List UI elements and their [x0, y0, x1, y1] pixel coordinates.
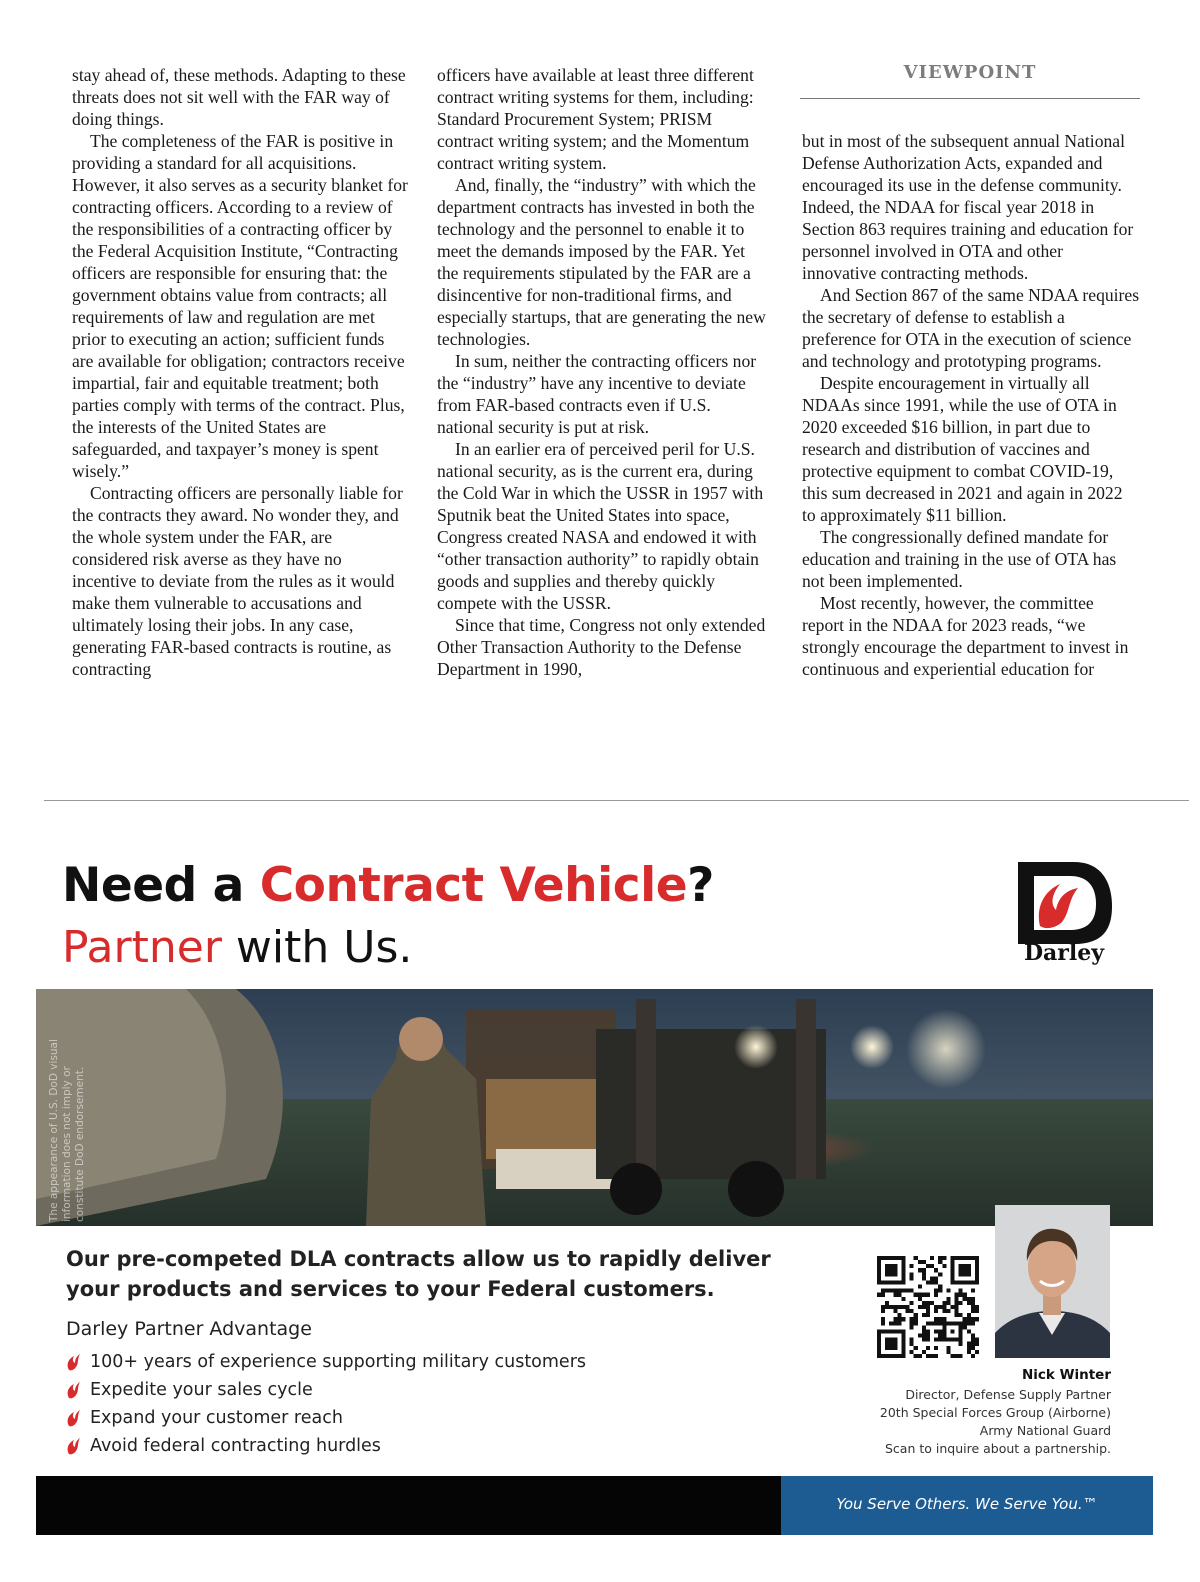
paragraph: And, finally, the “industry” with which the department contracts has invested in both the technology and the personnel to enable it to meet the demands imposed by the FAR. Yet the requirements stipulated by the FAR are a disincentive for non-traditional firms, and especially startups, that are generating the new technologies. — [437, 175, 766, 349]
disclaimer-line: constitute DoD endorsement. — [74, 1066, 86, 1222]
paragraph: The congressionally defined mandate for education and training in the use of OTA has not been implemented. — [802, 527, 1117, 591]
headline-text: ? — [687, 858, 714, 913]
list-item — [66, 1376, 586, 1404]
qr-code-icon[interactable] — [877, 1256, 979, 1358]
photo-disclaimer — [48, 1012, 86, 1222]
darley-wordmark: Darley — [1023, 940, 1105, 966]
page-divider — [44, 800, 1189, 801]
contact-name: Nick Winter — [1021, 1367, 1111, 1383]
advantage-text: Expand your customer reach — [90, 1408, 343, 1428]
advantage-text: Avoid federal contracting hurdles — [90, 1436, 381, 1456]
flame-bullet-icon — [66, 1381, 80, 1399]
paragraph: In an earlier era of perceived peril for U.S. national security, as is the current era, during the Cold War in which the USSR in 1957 with Sputnik beat the United States into space, Congress created NASA and endowed it with “other transaction authority” to rapidly obtain goods and supplies and thereby quickly compete with the USSR. — [437, 439, 764, 613]
article-column-3 — [802, 130, 1140, 680]
footer-slogan: You Serve Others. We Serve You.™ — [836, 1495, 1098, 1513]
ad-tagline — [66, 1244, 786, 1304]
section-divider — [800, 98, 1140, 99]
ad-subhead — [62, 922, 412, 973]
paragraph: In sum, neither the contracting officers nor the “industry” have any incentive to deviate from FAR-based contracts even if U.S. national security is put at risk. — [437, 351, 757, 437]
contact-card — [820, 1366, 1111, 1458]
article-column-1 — [72, 64, 410, 680]
paragraph: but in most of the subsequent annual National Defense Authorization Acts, expanded and encouraged its use in the defense community. Indeed, the NDAA for fiscal year 2018 in Section 863 requires training and education for personnel involved in OTA and other innovative contracting methods. — [802, 131, 1134, 283]
paragraph: Most recently, however, the committee report in the NDAA for 2023 reads, “we strongly encourage the department to invest in continuous and experiential education for — [802, 593, 1129, 679]
list-item — [66, 1348, 586, 1376]
disclaimer-line: The appearance of U.S. DoD visual — [48, 1039, 60, 1222]
forklift-photo-illustration — [36, 989, 1153, 1226]
paragraph: Since that time, Congress not only extended Other Transaction Authority to the Defense Department in 1990, — [437, 615, 766, 679]
disclaimer-line: information does not imply or — [61, 1066, 73, 1222]
list-item — [66, 1432, 586, 1460]
advantage-title: Darley Partner Advantage — [66, 1318, 312, 1340]
paragraph: officers have available at least three different contract writing systems for them, including: Standard Procurement System; PRISM contract writing system; and the Momentum contract writing system. — [437, 65, 754, 173]
section-label: VIEWPOINT — [903, 62, 1037, 83]
hero-photo — [36, 989, 1153, 1226]
flame-bullet-icon — [66, 1437, 80, 1455]
person-portrait-illustration — [995, 1205, 1110, 1358]
footer-slogan-bar — [781, 1476, 1153, 1535]
contact-branch: Army National Guard — [979, 1423, 1111, 1438]
headline-text: Need a — [62, 858, 260, 913]
ad-headline — [62, 858, 714, 913]
list-item — [66, 1404, 586, 1432]
contact-cta: Scan to inquire about a partnership. — [884, 1441, 1111, 1456]
headline-highlight: Contract Vehicle — [259, 858, 688, 913]
flame-bullet-icon — [66, 1409, 80, 1427]
advantage-text: 100+ years of experience supporting military customers — [90, 1352, 587, 1372]
paragraph: Despite encouragement in virtually all NDAAs since 1991, while the use of OTA in 2020 exceeded $16 billion, in part due to research and distribution of vaccines and protective equipment to combat COVID-19, this sum decreased in 2021 and again in 2022 to approximately $11 billion. — [802, 373, 1123, 525]
photo-disclaimer-text — [48, 1039, 87, 1222]
contact-title: Director, Defense Supply Partner — [905, 1387, 1111, 1402]
paragraph: Contracting officers are personally liable for the contracts they award. No wonder they, and the whole system under the FAR, are considered risk averse as they have no incentive to deviate from the rules as it would make them vulnerable to accusations and ultimately losing their jobs. In any case, generating FAR-based contracts is routine, as contracting — [72, 483, 403, 679]
tagline-line: Our pre-competed DLA contracts allow us to rapidly deliver — [66, 1247, 771, 1271]
subhead-text: with Us. — [221, 922, 413, 973]
paragraph: stay ahead of, these methods. Adapting to these threats does not sit well with the FAR way of doing things. — [72, 65, 406, 129]
paragraph: The completeness of the FAR is positive in providing a standard for all acquisitions. However, it also serves as a security blanket for contracting officers. According to a review of the responsibilities of a contracting officer by the Federal Acquisition Institute, “Contracting officers are responsible for ensuring that: the government obtains value from contracts; all requirements of law and regulation are met prior to executing an action; sufficient funds are available for obligation; contractors receive impartial, fair and equitable treatment; both parties comply with terms of the contract. Plus, the interests of the United States are safeguarded, and taxpayer’s money is spent wisely.” — [72, 131, 408, 481]
article-column-2 — [437, 64, 767, 680]
advantage-list — [66, 1348, 586, 1460]
footer-bar — [36, 1476, 781, 1535]
contact-unit: 20th Special Forces Group (Airborne) — [879, 1405, 1111, 1420]
advantage-text: Expedite your sales cycle — [90, 1380, 313, 1400]
flame-bullet-icon — [66, 1353, 80, 1371]
subhead-highlight: Partner — [62, 922, 222, 973]
paragraph: And Section 867 of the same NDAA requires the secretary of defense to establish a preference for OTA in the execution of science and technology and prototyping programs. — [802, 285, 1140, 371]
contact-portrait — [995, 1205, 1110, 1358]
tagline-line: your products and services to your Federal customers. — [66, 1277, 715, 1301]
